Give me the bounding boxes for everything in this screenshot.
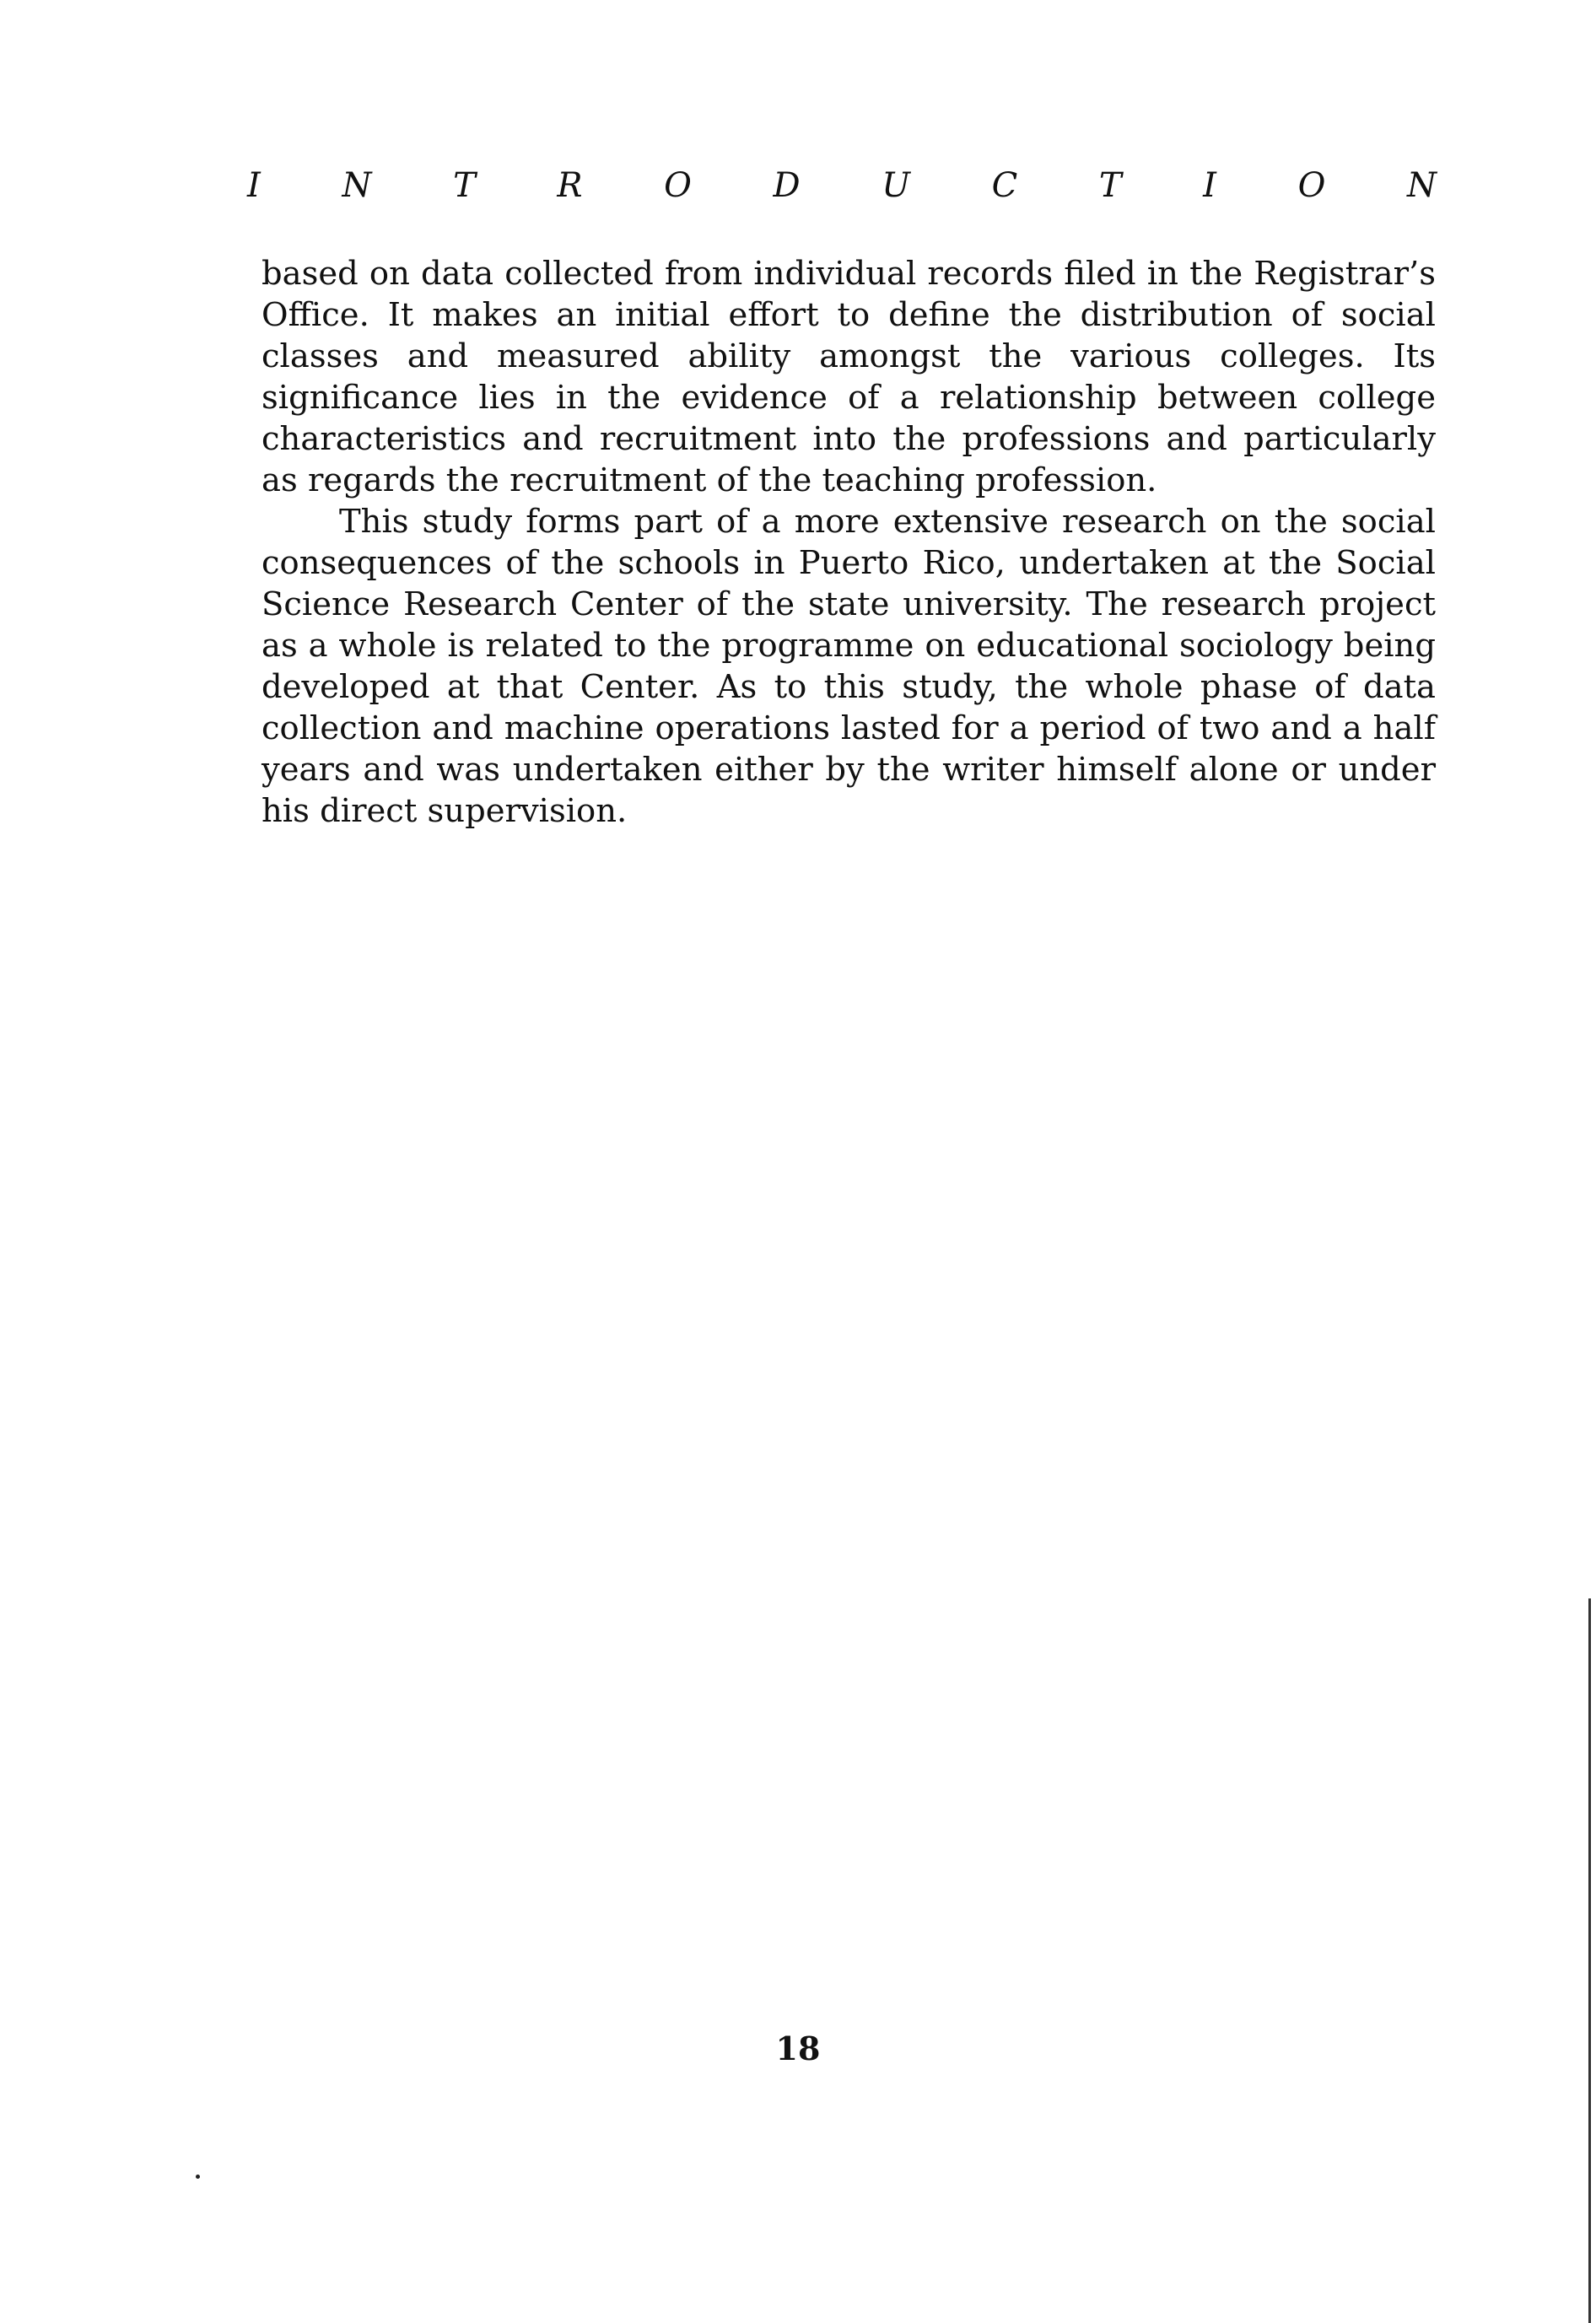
running-head-letter: O	[664, 166, 692, 205]
running-head-letter: T	[1098, 166, 1122, 205]
running-head	[247, 166, 1437, 205]
body-text	[262, 253, 1436, 832]
paragraph-continued: based on data collected from individual records filed in the Registrar’s Office. It makes an initial effort to define the distribution of social classes and measured ability amongst the various colleges. Its significance lies in the evidence of a relationship between college characteristics and recruitment into the professions and particularly as regards the recruitment of the teaching profession.	[262, 255, 1436, 499]
page-number: 18	[775, 2029, 821, 2067]
running-head-letter: D	[773, 166, 801, 205]
running-head-letter: O	[1297, 166, 1326, 205]
scan-edge-line	[1588, 1598, 1591, 2323]
running-head-letter: N	[342, 166, 372, 205]
running-head-letter: C	[991, 166, 1018, 205]
running-head-letter: N	[1407, 166, 1437, 205]
running-head-letter: T	[453, 166, 476, 205]
running-head-letter: I	[247, 166, 261, 205]
paragraph-study-scope: This study forms part of a more extensive research on the social consequences of the schools in Puerto Rico, undertaken at the Social Science Research Center of the state university. The research project as a whole is related to the programme on educational sociology being developed at that Center. As to this study, the whole phase of data collection and machine operations lasted for a period of two and a half years and was undertaken either by the writer himself alone or under his direct supervision.	[262, 503, 1436, 830]
running-head-letter: U	[882, 166, 910, 205]
scan-speck	[196, 2175, 200, 2179]
running-head-letter: R	[557, 166, 583, 205]
running-head-letter: I	[1203, 166, 1216, 205]
